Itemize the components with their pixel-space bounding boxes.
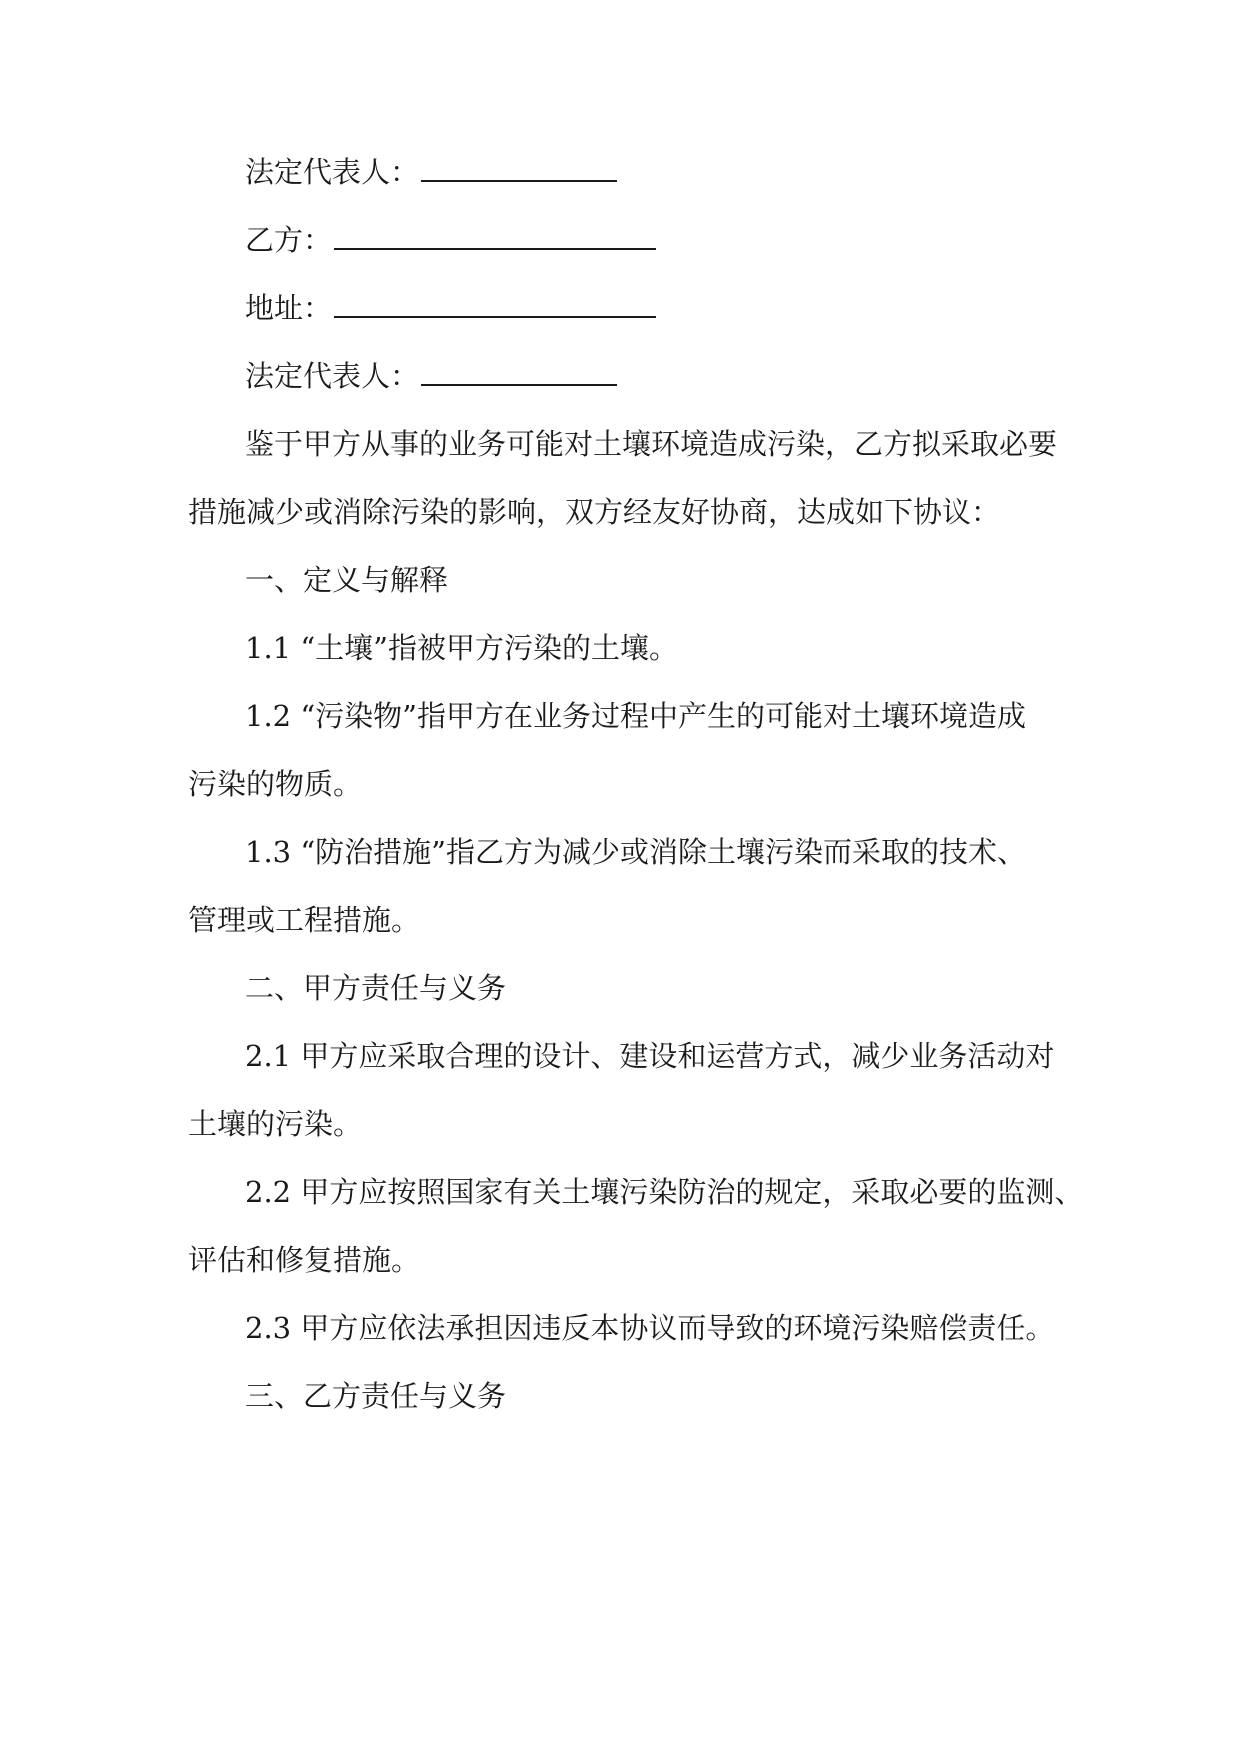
clause-1-2-line-2: 污染的物质。: [188, 767, 363, 801]
address-label: 地址：: [245, 291, 333, 325]
address-blank: [334, 294, 656, 318]
legal-rep-label: 法定代表人：: [245, 359, 420, 393]
legal-rep-blank: [421, 362, 617, 386]
legal-rep-blank: [421, 158, 617, 182]
clause-1-3-line-2: 管理或工程措施。: [188, 903, 421, 937]
clause-2-2-line-1: 2.2 甲方应按照国家有关土壤污染防治的规定，采取必要的监测、: [245, 1175, 1084, 1209]
clause-2-1-line-2: 土壤的污染。: [188, 1107, 363, 1141]
party-b-label: 乙方：: [245, 223, 333, 257]
section-heading-3: 三、乙方责任与义务: [245, 1379, 507, 1413]
legal-rep-line-2: [0, 354, 1241, 398]
clause-2-2-line-2: 评估和修复措施。: [188, 1243, 421, 1277]
preamble-line-2: 措施减少或消除污染的影响，双方经友好协商，达成如下协议：: [188, 495, 1001, 529]
clause-1-1: 1.1 “土壤”指被甲方污染的土壤。: [245, 631, 678, 665]
preamble-line-1: 鉴于甲方从事的业务可能对土壤环境造成污染，乙方拟采取必要: [245, 427, 1058, 461]
clause-2-1-line-1: 2.1 甲方应采取合理的设计、建设和运营方式，减少业务活动对: [245, 1039, 1055, 1073]
section-heading-1: 一、定义与解释: [245, 563, 449, 597]
party-b-line: [0, 218, 1241, 262]
address-line: [0, 286, 1241, 330]
legal-rep-line-1: [0, 150, 1241, 194]
legal-rep-label: 法定代表人：: [245, 155, 420, 189]
clause-2-3: 2.3 甲方应依法承担因违反本协议而导致的环境污染赔偿责任。: [245, 1311, 1055, 1345]
party-b-blank: [334, 226, 656, 250]
clause-1-3-line-1: 1.3 “防治措施”指乙方为减少或消除土壤污染而采取的技术、: [245, 835, 1026, 869]
clause-1-2-line-1: 1.2 “污染物”指甲方在业务过程中产生的可能对土壤环境造成: [245, 699, 1026, 733]
section-heading-2: 二、甲方责任与义务: [245, 971, 507, 1005]
